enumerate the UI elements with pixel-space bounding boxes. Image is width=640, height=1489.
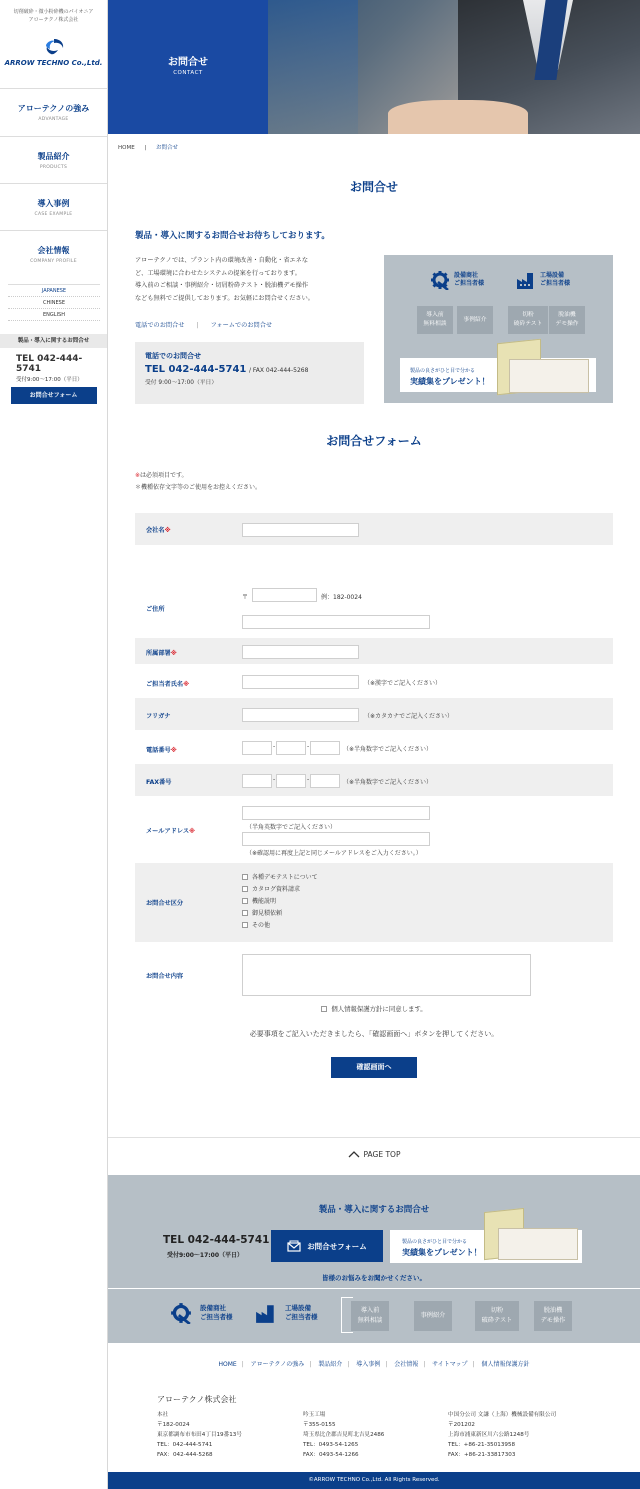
category-option[interactable]: 御見積依頼 bbox=[242, 908, 318, 920]
contact-form bbox=[135, 513, 613, 1007]
row-tel: 電話番号※ - - （※半角数字でご記入ください） bbox=[135, 731, 613, 764]
footer-form-button[interactable]: お問合せフォーム bbox=[271, 1230, 383, 1262]
factory-icon bbox=[516, 270, 536, 290]
tile-demo: 脱油機 デモ操作 bbox=[549, 306, 585, 334]
breadcrumb: HOME | お問合せ bbox=[118, 145, 179, 151]
category-option[interactable]: その他 bbox=[242, 920, 318, 932]
side-contact-form-button[interactable]: お問合せフォーム bbox=[11, 387, 97, 404]
tel-hours: 受付 9:00～17:00（平日） bbox=[145, 380, 218, 386]
catalog-open-image bbox=[509, 359, 589, 393]
footer-cta bbox=[108, 1175, 640, 1288]
presentation-banner[interactable]: 設備商社 ご担当者様 工場設備 ご担当者様 導入前 無料相談 事例紹介 切粉 破砕テスト 脱油機 デモ操作 製品の良さがひと目で分かる 実績集をプレゼント！ bbox=[384, 255, 613, 403]
footer-link-company[interactable]: 会社情報 bbox=[394, 1361, 419, 1368]
dept-input[interactable] bbox=[242, 645, 359, 659]
nav-item-company-profile[interactable]: 会社情報 COMPANY PROFILE bbox=[0, 230, 107, 277]
privacy-checkbox[interactable] bbox=[321, 1006, 327, 1012]
lang-english[interactable]: ENGLISH bbox=[8, 309, 100, 321]
tel-input-3[interactable] bbox=[310, 741, 340, 755]
intro-links: 電話でのお問合せ | フォームでのお問合せ bbox=[135, 322, 273, 329]
side-tel: TEL 042-444-5741 bbox=[16, 354, 83, 374]
tile-free-consult: 導入前 無料相談 bbox=[417, 306, 453, 334]
nav-item-advantage[interactable]: アローテクノの強み ADVANTAGE bbox=[0, 88, 107, 136]
tagline: 切削破砕・微小粉砕機のパイオニア アローテクノ株式会社 bbox=[13, 9, 94, 23]
category-option[interactable]: 各種デモテストについて bbox=[242, 872, 318, 884]
category-options bbox=[242, 872, 318, 932]
hero-subtitle: CONTACT bbox=[173, 70, 203, 76]
company-name: アローテクノ株式会社 bbox=[157, 1395, 237, 1404]
fax-input-3[interactable] bbox=[310, 774, 340, 788]
gear-wrench-icon bbox=[170, 1302, 192, 1324]
footer-book-banner[interactable]: 製品の良さがひと目で分かる 実績集をプレゼント！ bbox=[390, 1230, 582, 1263]
hero-title: お問合せ bbox=[168, 57, 208, 68]
footer-hours: 受付9:00～17:00（平日） bbox=[167, 1252, 244, 1259]
email-input[interactable] bbox=[242, 806, 430, 820]
tile-crush-test: 切粉 破砕テスト bbox=[508, 306, 548, 334]
privacy-agree[interactable]: 個人情報保護方針に同意します。 bbox=[108, 1004, 640, 1013]
office-head: 本社 〒182-0024 東京都調布市布田4丁目19番13号 TEL：042-444-5741 FAX：042-444-5268 bbox=[157, 1412, 242, 1458]
copyright: ©ARROW TECHNO Co.,Ltd. All Rights Reserved. bbox=[108, 1472, 640, 1489]
page-title: お問合せ bbox=[349, 180, 398, 194]
footer-links: HOME | アローテクノの強み | 製品紹介 | 導入事例 | 会社情報 | サイトマップ | 個人情報保護方針 bbox=[218, 1361, 530, 1368]
rep-trading-company: 設備商社 ご担当者様 bbox=[454, 272, 484, 288]
form-notes: ※は必須項目です。 ＊機種依存文字等のご使用をお控えください。 bbox=[135, 472, 262, 491]
side-nav bbox=[0, 88, 107, 277]
row-company: 会社名※ bbox=[135, 513, 613, 546]
email-confirm-input[interactable] bbox=[242, 832, 430, 846]
name-input[interactable] bbox=[242, 675, 359, 689]
side-hours: 受付9:00～17:00（平日） bbox=[16, 377, 83, 383]
lang-chinese[interactable]: CHINESE bbox=[8, 297, 100, 309]
footer-cta-title: 製品・導入に関するお問合せ bbox=[318, 1205, 430, 1215]
fax-input-1[interactable] bbox=[242, 774, 272, 788]
content-textarea[interactable] bbox=[242, 954, 531, 996]
intro-heading: 製品・導入に関するお問合せお待ちしております。 bbox=[135, 231, 330, 241]
tel-number: TEL 042-444-5741 bbox=[145, 364, 247, 375]
footer-rep-trading: 設備商社 ご担当者様 bbox=[200, 1304, 233, 1322]
category-option[interactable]: カタログ資料請求 bbox=[242, 884, 318, 896]
footer-tile-free-consult[interactable]: 導入前 無料相談 bbox=[351, 1301, 389, 1331]
hero-title-panel bbox=[108, 0, 268, 134]
footer-services bbox=[108, 1288, 640, 1343]
language-switcher bbox=[8, 284, 100, 321]
breadcrumb-current: お問合せ bbox=[156, 145, 179, 151]
company-input[interactable] bbox=[242, 523, 359, 537]
row-address: ご住所 〒 例：182-0024 bbox=[135, 546, 613, 638]
mail-icon bbox=[287, 1240, 301, 1252]
form-title: お問合せフォーム bbox=[326, 434, 422, 448]
row-email: メールアドレス※ （半角英数字でご記入ください） （※確認用に再度上記と同じメールアドレスをご入力ください。） bbox=[135, 797, 613, 863]
logo[interactable] bbox=[0, 38, 107, 67]
catalog-open-image bbox=[498, 1228, 578, 1260]
footer-tel: TEL 042-444-5741 bbox=[163, 1234, 270, 1246]
logo-mark-icon bbox=[43, 38, 65, 56]
office-china: 中国分公司 文謙（上海）機械設備有限公司 〒201202 上海市浦東新区川六公路1248号 TEL：+86-21-35013958 FAX：+86-21-33817303 bbox=[448, 1412, 557, 1458]
breadcrumb-home[interactable]: HOME bbox=[118, 145, 135, 151]
chevron-up-icon bbox=[348, 1151, 360, 1158]
intro-text: アローテクノでは、プラント内の環境改善・自動化・省エネな ど、工場環境に合わせたシステムの提案を行っております。 導入前のご相談・事例紹介・切屑粉砕テスト・脱油機デモ操作 なども無料でご提供しております。お気軽にお問合せください。 bbox=[135, 257, 314, 302]
nav-item-products[interactable]: 製品紹介 PRODUCTS bbox=[0, 136, 107, 183]
fax-input-2[interactable] bbox=[276, 774, 306, 788]
row-fax: FAX番号 - - （※半角数字でご記入ください） bbox=[135, 764, 613, 797]
form-instruction: 必要事項をご記入いただきましたら、「確認画面へ」ボタンを押してください。 bbox=[249, 1030, 499, 1038]
tile-case: 事例紹介 bbox=[457, 306, 493, 334]
main-content bbox=[108, 0, 640, 1483]
row-kana: フリガナ （※カタカナでご記入ください） bbox=[135, 698, 613, 731]
office-factory: 吟玉工場 〒355-0155 埼玉県比企郡吉見町北吉見2486 TEL：0493-54-1265 FAX：0493-54-1266 bbox=[303, 1412, 385, 1458]
nav-item-case-example[interactable]: 導入事例 CASE EXAMPLE bbox=[0, 183, 107, 230]
factory-icon bbox=[255, 1302, 277, 1324]
footer-tile-crush-test[interactable]: 切粉 破砕テスト bbox=[475, 1301, 519, 1331]
footer-link-products[interactable]: 製品紹介 bbox=[318, 1361, 343, 1368]
row-dept: 所属部署※ bbox=[135, 638, 613, 665]
sidebar bbox=[0, 0, 108, 1489]
footer-link-advantage[interactable]: アローテクノの強み bbox=[250, 1361, 305, 1368]
link-form-inquiry[interactable]: フォームでのお問合せ bbox=[210, 322, 273, 329]
tel-input-1[interactable] bbox=[242, 741, 272, 755]
tel-box bbox=[135, 342, 364, 404]
side-contact-heading: 製品・導入に関するお問合せ bbox=[0, 334, 107, 348]
category-option[interactable]: 機能説明 bbox=[242, 896, 318, 908]
footer-link-privacy[interactable]: 個人情報保護方針 bbox=[481, 1361, 530, 1368]
footer-tile-case[interactable]: 事例紹介 bbox=[414, 1301, 452, 1331]
side-contact bbox=[0, 334, 107, 404]
tel-box-heading: 電話でのお問合せ bbox=[145, 352, 201, 360]
row-content: お問合せ内容 bbox=[135, 943, 613, 1007]
confirm-button[interactable]: 確認画面へ bbox=[331, 1057, 417, 1078]
hero-image bbox=[268, 0, 640, 134]
footer-tile-demo[interactable]: 脱油機 デモ操作 bbox=[534, 1301, 572, 1331]
logo-text: ARROW TECHNO Co.,Ltd. bbox=[4, 59, 103, 67]
rep-factory-equipment: 工場設備 ご担当者様 bbox=[540, 272, 570, 288]
address-input[interactable] bbox=[242, 615, 430, 629]
tel-input-2[interactable] bbox=[276, 741, 306, 755]
gear-wrench-icon bbox=[430, 270, 450, 290]
lang-japanese[interactable]: JAPANESE bbox=[8, 285, 100, 297]
zip-input[interactable] bbox=[252, 588, 317, 602]
footer-link-sitemap[interactable]: サイトマップ bbox=[432, 1361, 468, 1368]
footer-link-cases[interactable]: 導入事例 bbox=[356, 1361, 381, 1368]
kana-input[interactable] bbox=[242, 708, 359, 722]
footer-worry: 皆様のお悩みをお聞かせください。 bbox=[322, 1274, 426, 1282]
link-tel-inquiry[interactable]: 電話でのお問合せ bbox=[135, 322, 185, 329]
footer-link-home[interactable]: HOME bbox=[218, 1361, 237, 1368]
row-name: ご担当者氏名※ （※漢字でご記入ください） bbox=[135, 665, 613, 698]
footer-rep-factory: 工場設備 ご担当者様 bbox=[285, 1304, 318, 1322]
hero bbox=[108, 0, 640, 134]
fax-number: / FAX 042-444-5268 bbox=[248, 367, 309, 374]
row-category: お問合せ区分 各種デモテストについて カタログ資料請求 機能説明 御見積依頼 その他 bbox=[135, 863, 613, 943]
page-top-link[interactable]: PAGE TOP bbox=[108, 1150, 640, 1159]
